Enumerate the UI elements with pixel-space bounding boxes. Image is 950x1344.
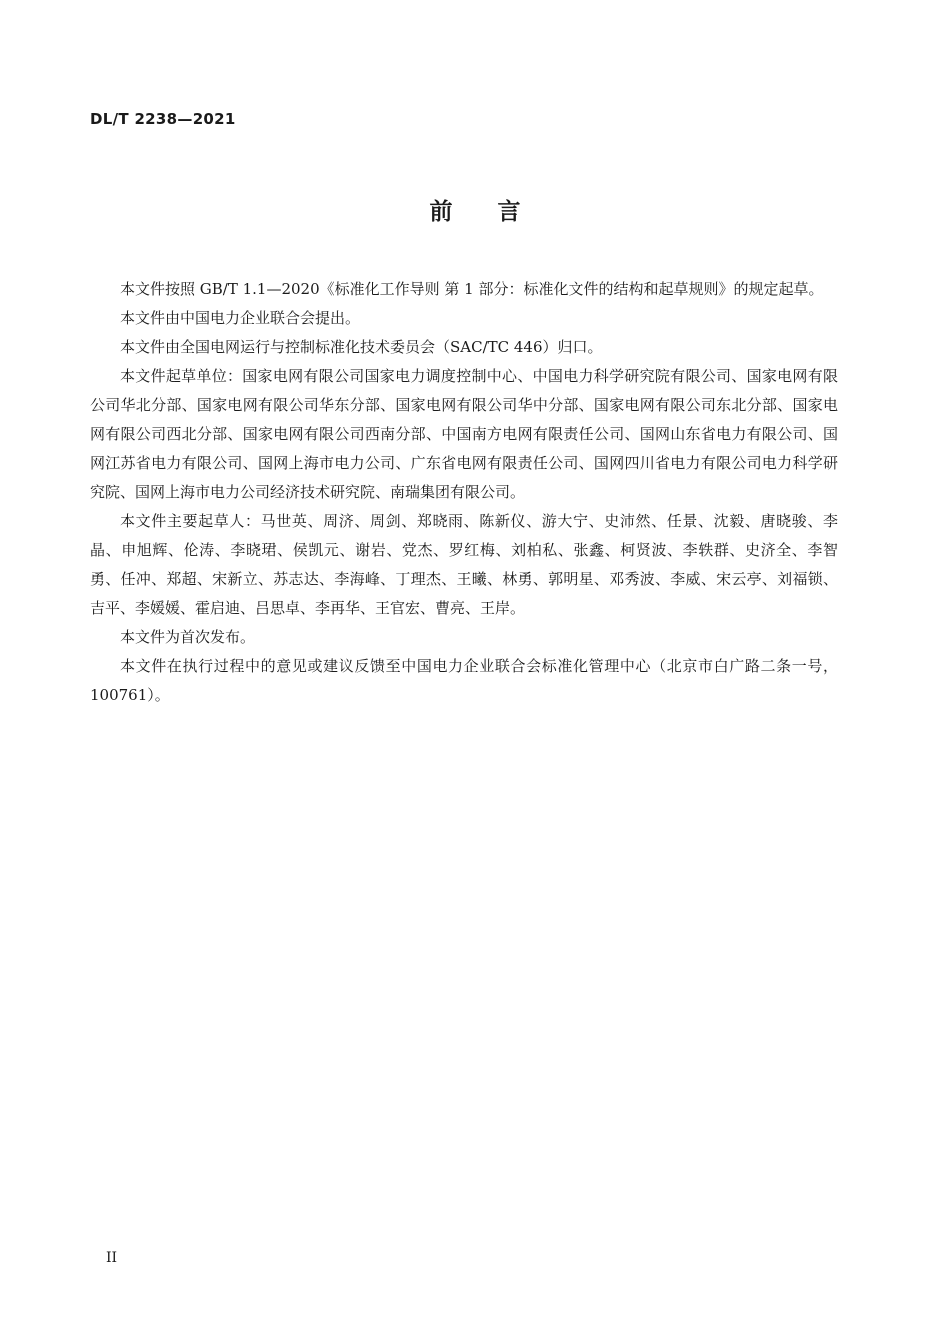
page-number: II bbox=[106, 1250, 118, 1266]
document-code: DL/T 2238—2021 bbox=[90, 110, 236, 128]
paragraph-first-release: 本文件为首次发布。 bbox=[120, 628, 256, 646]
foreword-body bbox=[90, 275, 838, 710]
paragraph-drafting-rules: 本文件按照 GB/T 1.1—2020《标准化工作导则 第 1 部分：标准化文件的结构和起草规则》的规定起草。 bbox=[120, 280, 824, 298]
paragraph-drafters: 本文件主要起草人：马世英、周济、周剑、郑晓雨、陈新仪、游大宁、史沛然、任景、沈毅、唐晓骏、李晶、申旭辉、伦涛、李晓珺、侯凯元、谢岩、党杰、罗红梅、刘柏私、张鑫、柯贤波、李轶群、史济全、李智勇、任冲、郑超、宋新立、苏志达、李海峰、丁理杰、王曦、林勇、郭明星、邓秀波、李威、宋云亭、刘福锁、吉平、李媛媛、霍启迪、吕思卓、李再华、王官宏、曹亮、王岸。 bbox=[90, 512, 838, 617]
paragraph-drafting-units: 本文件起草单位：国家电网有限公司国家电力调度控制中心、中国电力科学研究院有限公司、国家电网有限公司华北分部、国家电网有限公司华东分部、国家电网有限公司华中分部、国家电网有限公司东北分部、国家电网有限公司西北分部、国家电网有限公司西南分部、中国南方电网有限责任公司、国网山东省电力有限公司、国网江苏省电力有限公司、国网上海市电力公司、广东省电网有限责任公司、国网四川省电力有限公司电力科学研究院、国网上海市电力公司经济技术研究院、南瑞集团有限公司。 bbox=[90, 367, 838, 501]
paragraph-feedback: 本文件在执行过程中的意见或建议反馈至中国电力企业联合会标准化管理中心（北京市白广路二条一号，100761）。 bbox=[90, 657, 838, 704]
paragraph-proposer: 本文件由中国电力企业联合会提出。 bbox=[120, 309, 361, 327]
section-heading: 前言 bbox=[429, 199, 566, 225]
paragraph-committee: 本文件由全国电网运行与控制标准化技术委员会（SAC/TC 446）归口。 bbox=[120, 338, 603, 356]
